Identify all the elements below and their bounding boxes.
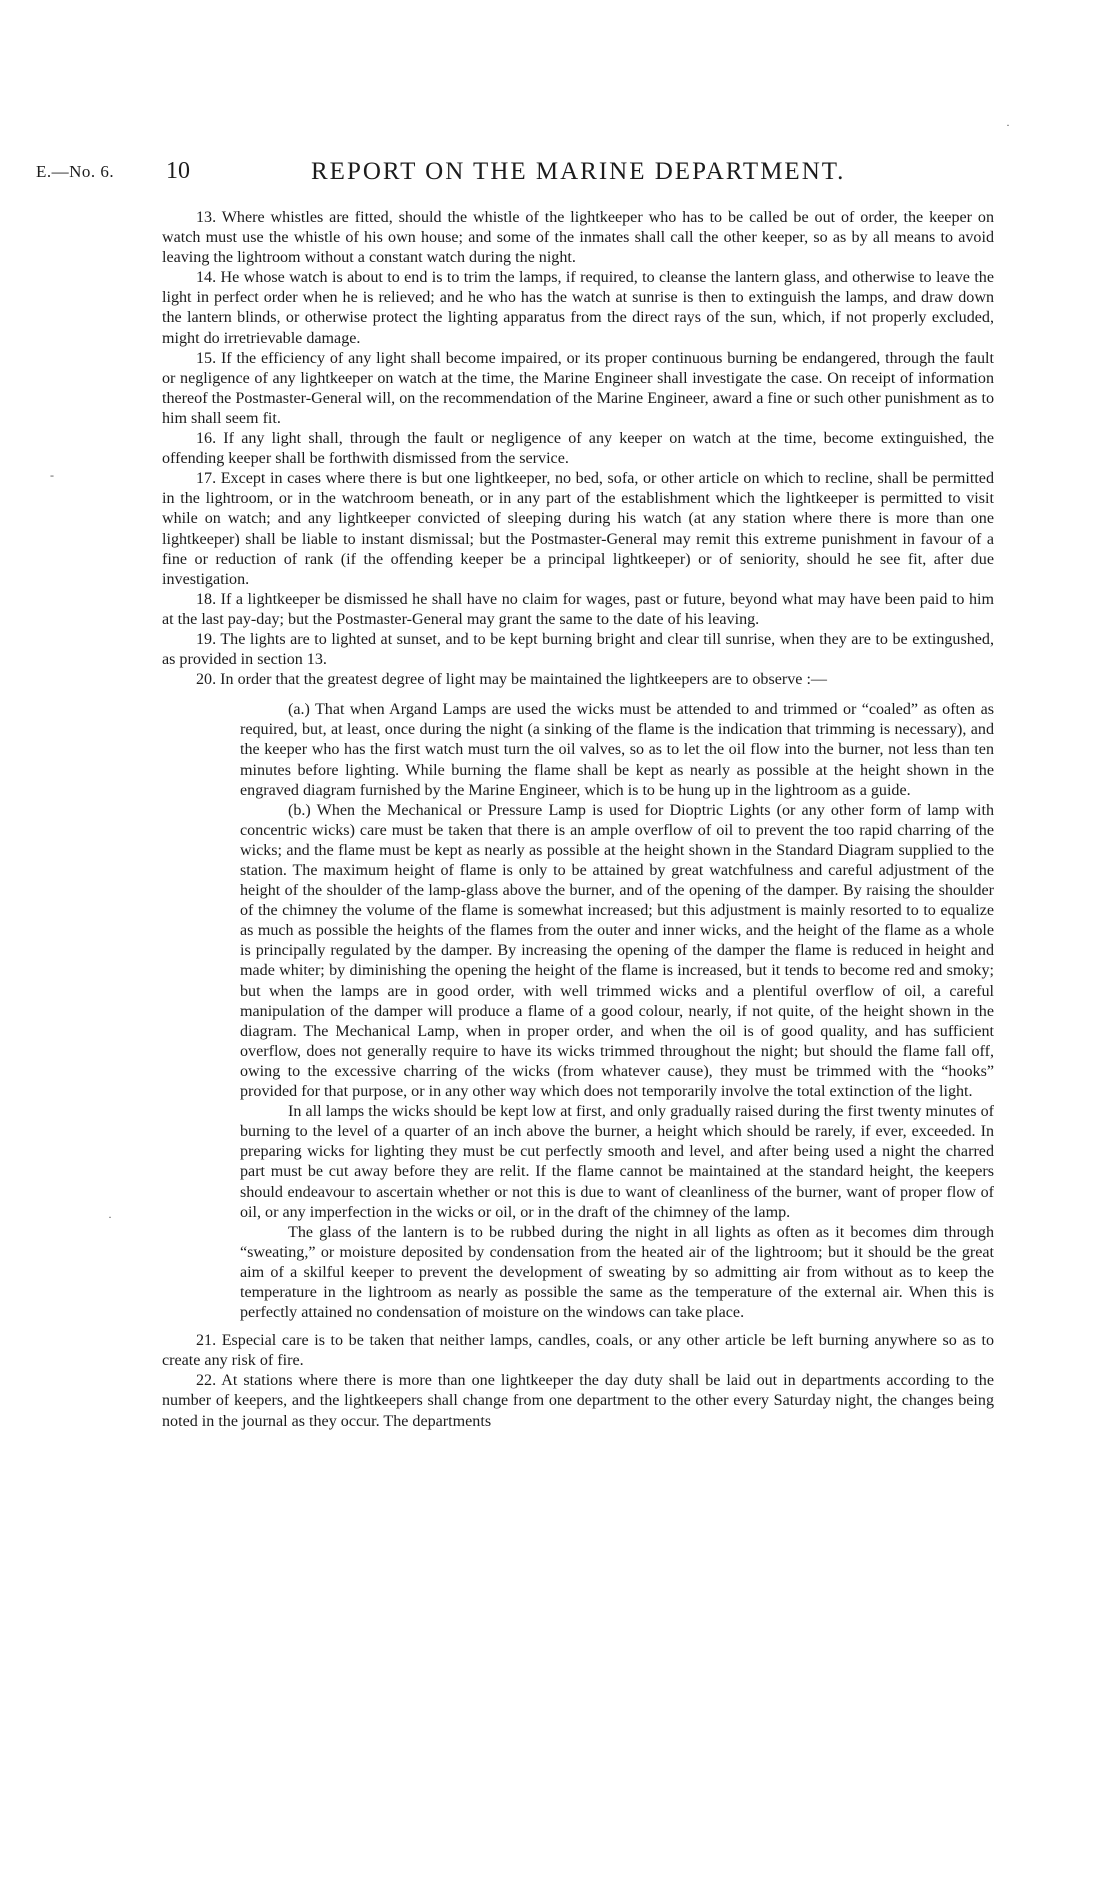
section-20a: (a.) That when Argand Lamps are used the wicks must be attended to and trimmed or “coaled” as often as required, but, at least, once during the night (a sinking of the flame is the indication that trimming is necessary), and the keeper who has the first watch must turn the oil valves, so as to let the oil flow into the burner, not less than ten minutes before lighting. While burning the flame shall be kept as nearly as possible at the height shown in the engraved diagram furnished by the Marine Engineer, which is to be hung up in the lightroom as a guide. — [240, 701, 994, 799]
section-15: 15. If the efficiency of any light shall become impaired, or its proper continuous burning be endangered, through the fault or negligence of any lightkeeper on watch at the time, the Marine Engineer shall investigate the case. On receipt of information thereof the Postmaster-General will, on the recommendation of the Marine Engineer, award a fine or such other punishment as to him shall seem fit. — [162, 349, 994, 427]
report-reference: E.—No. 6. — [36, 162, 115, 181]
section-13: 13. Where whistles are fitted, should the whistle of the lightkeeper who has to be called be out of order, the keeper on watch must use the whistle of his own house; and some of the inmates shall call the other keeper, so as by all means to avoid leaving the lightroom without a constant watch during the night. — [162, 209, 994, 267]
section-21: 21. Especial care is to be taken that neither lamps, candles, coals, or any other article be left burning anywhere so as to create any risk of fire. — [162, 1332, 994, 1370]
section-19: 19. The lights are to lighted at sunset, and to be kept burning bright and clear till sunrise, when they are to be extingushed, as provided in section 13. — [162, 630, 994, 669]
document-body — [162, 208, 994, 1432]
section-20-wicks: In all lamps the wicks should be kept low at first, and only gradually raised during the first twenty minutes of burning to the level of a quarter of an inch above the burner, a height which should be rarely, if ever, exceeded. In preparing wicks for lighting they must be cut perfectly smooth and level, and after being used a night the charred part must be cut away before they are relit. If the flame cannot be maintained at the standard height, the keepers should endeavour to ascertain whether or not this is due to want of cleanliness of the burner, want of proper flow of oil, or any imperfection in the wicks or oil, or in the draft of the chimney of the lamp. — [240, 1103, 994, 1221]
margin-dash: - — [50, 468, 54, 482]
section-20b: (b.) When the Mechanical or Pressure Lamp is used for Dioptric Lights (or any other form of lamp with concentric wicks) care must be taken that there is an ample overflow of oil to prevent the too rapid charring of the wicks; and the flame must be kept as nearly as possible at the height shown in the Standard Diagram supplied to the station. The maximum height of flame is only to be attained by great watchfulness and careful adjustment of the height of the shoulder of the lamp-glass above the burner, and of the opening of the damper. By raising the shoulder of the chimney the volume of the flame is somewhat increased; but this adjustment is mainly resorted to to equalize as much as possible the heights of the flames from the outer and inner wicks, and the height of the flame as a whole is principally regulated by the damper. By increasing the opening of the damper the flame is reduced in height and made whiter; by diminishing the opening the height of the flame is increased, but it tends to become red and smoky; but when the lamps are in good order, with well trimmed wicks and a plentiful overflow of oil, a careful manipulation of the damper will produce a flame of a good colour, nearly, if not quite, of the height shown in the diagram. The Mechanical Lamp, when in proper order, and when the oil is of good quality, and has sufficient overflow, does not generally require to have its wicks trimmed throughout the night; but should the flame fall off, owing to the excessive charring of the wicks (from whatever cause), they must be trimmed with the “hooks” provided for that purpose, or in any other way which does not temporarily involve the total extinction of the light. — [240, 801, 994, 1101]
page-header — [36, 160, 1036, 190]
section-18: 18. If a lightkeeper be dismissed he shall have no claim for wages, past or future, beyond what may have been paid to him at the last pay-day; but the Postmaster-General may grant the same to the date of his leaving. — [162, 590, 994, 628]
margin-dot: · — [108, 1210, 112, 1224]
section-20-glass: The glass of the lantern is to be rubbed during the night in all lights as often as it becomes dim through “sweating,” or moisture deposited by condensation from the heated air of the lightroom; but it should be the great aim of a skilful keeper to prevent the development of sweating by so admitting air from without as to keep the temperature in the lightroom as nearly as possible the same as the temperature of the external air. When this is perfectly attained no condensation of moisture on the windows can take place. — [240, 1223, 994, 1322]
section-16: 16. If any light shall, through the fault or negligence of any keeper on watch at the time, become extinguished, the offending keeper shall be forthwith dismissed from the service. — [162, 430, 994, 468]
page-number: 10 — [166, 158, 190, 184]
page-title: REPORT ON THE MARINE DEPARTMENT. — [311, 158, 846, 185]
section-20: 20. In order that the greatest degree of light may be maintained the lightkeepers are to observe :— — [196, 671, 828, 689]
section-14: 14. He whose watch is about to end is to trim the lamps, if required, to cleanse the lantern glass, and otherwise to leave the light in perfect order when he is relieved; and he who has the watch at sunrise is then to extinguish the lamps, and draw down the lantern blinds, or otherwise protect the lighting apparatus from the direct rays of the sun, which, if not properly excluded, might do irretrievable damage. — [162, 269, 994, 347]
section-17: 17. Except in cases where there is but one lightkeeper, no bed, sofa, or other article on which to recline, shall be permitted in the lightroom, or in the watchroom beneath, or in any part of the establishment which the lightkeeper is permitted to visit while on watch; and any lightkeeper convicted of sleeping during his watch (at any station where there is more than one lightkeeper) shall be liable to instant dismissal; but the Postmaster-General may remit this extreme punishment in favour of a fine or reduction of rank (if the offending keeper be a principal lightkeeper) or of seniority, should he see fit, after due investigation. — [162, 470, 994, 588]
margin-dot: · — [1006, 118, 1010, 132]
section-22: 22. At stations where there is more than one lightkeeper the day duty shall be laid out in departments according to the number of keepers, and the lightkeepers shall change from one department to the other every Saturday night, the changes being noted in the journal as they occur. The departments — [162, 1372, 994, 1430]
